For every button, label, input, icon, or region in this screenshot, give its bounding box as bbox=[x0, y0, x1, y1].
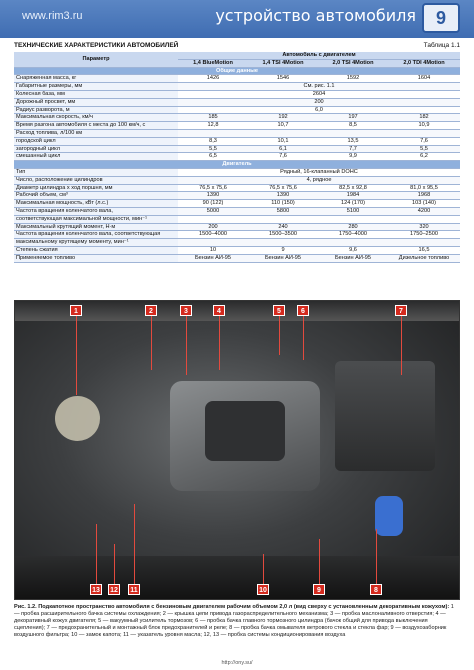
value-cell: 76,5 x 75,6 bbox=[248, 184, 318, 192]
col-engine-4: 2,0 TDI 4Motion bbox=[388, 59, 460, 67]
value-cell: 13,5 bbox=[318, 137, 388, 145]
value-cell: 200 bbox=[178, 98, 460, 106]
value-cell: 240 bbox=[248, 223, 318, 231]
value-cell bbox=[318, 215, 388, 223]
param-cell: максимальному крутящему моменту, мин⁻¹ bbox=[14, 239, 178, 247]
callout-leader bbox=[279, 315, 280, 355]
cowl-panel bbox=[15, 556, 460, 600]
param-cell: Диаметр цилиндра x ход поршня, мм bbox=[14, 184, 178, 192]
value-cell: 182 bbox=[388, 114, 460, 122]
value-cell: 6,0 bbox=[178, 106, 460, 114]
caption-text: 1 — пробка расширительного бачка системы охлаждения; 2 — крышка цепи привода газораспределительного механизма; 3 — пробка маслоналивного отверстия; 4 — декоративный кожух двигателя; 5 — вакуумный усилитель тормозов; 6 — пробка бачка главного тормозного цилиндра (бачок общий для привода выключения сцепления); 7 — предохранительный и монтажный блок предохранителей и реле; 8 — пробка бачка омывателя ветрового стекла и стекла фар; 9 — воздухозаборник воздушного фильтра; 10 — замок капота; 11 — указатель уровня масла; 12, 13 — пробка системы кондиционирования воздуха bbox=[14, 604, 454, 638]
callout-leader bbox=[134, 504, 135, 584]
value-cell bbox=[248, 215, 318, 223]
value-cell: 280 bbox=[318, 223, 388, 231]
value-cell: 4, рядное bbox=[178, 176, 460, 184]
value-cell: 5,5 bbox=[178, 145, 248, 153]
param-cell: Снаряженная масса, кг bbox=[14, 75, 178, 83]
param-cell: Максимальный крутящий момент, Н·м bbox=[14, 223, 178, 231]
callout-leader bbox=[376, 529, 377, 584]
table-row bbox=[14, 207, 460, 215]
value-cell: 1984 bbox=[318, 192, 388, 200]
value-cell: Дизельное топливо bbox=[388, 254, 460, 262]
callout-marker: 8 bbox=[370, 584, 382, 595]
value-cell: 1500–3500 bbox=[248, 231, 318, 239]
callout-marker: 9 bbox=[313, 584, 325, 595]
param-cell: соответствующая максимальной мощности, мин⁻¹ bbox=[14, 215, 178, 223]
value-cell: 8,3 bbox=[178, 137, 248, 145]
value-cell: 10,7 bbox=[248, 122, 318, 130]
table-title: ТЕХНИЧЕСКИЕ ХАРАКТЕРИСТИКИ АВТОМОБИЛЕЙ bbox=[14, 42, 179, 49]
value-cell: 1390 bbox=[248, 192, 318, 200]
figure-caption bbox=[14, 604, 460, 639]
callout-marker: 2 bbox=[145, 305, 157, 316]
washer-reservoir bbox=[375, 496, 403, 536]
value-cell: 16,5 bbox=[388, 246, 460, 254]
section-label: Общие данные bbox=[14, 67, 460, 75]
table-row bbox=[14, 90, 460, 98]
engine-cover bbox=[205, 401, 285, 461]
table-row bbox=[14, 231, 460, 239]
table-row bbox=[14, 98, 460, 106]
param-cell: Степень сжатия bbox=[14, 246, 178, 254]
table-row bbox=[14, 145, 460, 153]
value-cell: 7,6 bbox=[388, 137, 460, 145]
value-cell: 103 (140) bbox=[388, 200, 460, 208]
value-cell: 10,9 bbox=[388, 122, 460, 130]
value-cell: 7,6 bbox=[248, 153, 318, 161]
value-cell: См. рис. 1.1 bbox=[178, 83, 460, 91]
value-cell: 81,0 x 95,5 bbox=[388, 184, 460, 192]
table-row bbox=[14, 254, 460, 262]
callout-leader bbox=[263, 554, 264, 584]
value-cell bbox=[178, 239, 248, 247]
table-row bbox=[14, 239, 460, 247]
value-cell bbox=[248, 239, 318, 247]
param-cell: Частота вращения коленчатого вала, bbox=[14, 207, 178, 215]
coolant-reservoir bbox=[55, 396, 100, 441]
value-cell bbox=[318, 129, 388, 137]
value-cell: Рядный, 16-клапанный DOHC bbox=[178, 168, 460, 176]
value-cell: 6,1 bbox=[248, 145, 318, 153]
callout-leader bbox=[114, 544, 115, 584]
site-url[interactable]: www.rim3.ru bbox=[22, 10, 83, 22]
callout-leader bbox=[151, 315, 152, 370]
param-cell: Дорожный просвет, мм bbox=[14, 98, 178, 106]
param-cell: Колесная база, мм bbox=[14, 90, 178, 98]
value-cell: 6,2 bbox=[388, 153, 460, 161]
param-cell: Частота вращения коленчатого вала, соответствующая bbox=[14, 231, 178, 239]
value-cell: 200 bbox=[178, 223, 248, 231]
table-row bbox=[14, 246, 460, 254]
param-cell: Тип bbox=[14, 168, 178, 176]
footer-url[interactable]: http://ony.su/ bbox=[221, 660, 253, 666]
col-param-header: Параметр bbox=[14, 52, 178, 67]
param-cell: Рабочий объем, см³ bbox=[14, 192, 178, 200]
value-cell bbox=[248, 129, 318, 137]
col-group-header: Автомобиль с двигателем bbox=[178, 52, 460, 59]
value-cell: 10 bbox=[178, 246, 248, 254]
param-cell: городской цикл bbox=[14, 137, 178, 145]
value-cell: 320 bbox=[388, 223, 460, 231]
table-row bbox=[14, 168, 460, 176]
section-label: Двигатель bbox=[14, 161, 460, 169]
value-cell: 185 bbox=[178, 114, 248, 122]
table-row bbox=[14, 137, 460, 145]
value-cell: 1750–4000 bbox=[318, 231, 388, 239]
callout-marker: 12 bbox=[108, 584, 120, 595]
value-cell: 1604 bbox=[388, 75, 460, 83]
table-row bbox=[14, 192, 460, 200]
value-cell: 6,5 bbox=[178, 153, 248, 161]
param-cell: Габаритные размеры, мм bbox=[14, 83, 178, 91]
param-cell: Применяемое топливо bbox=[14, 254, 178, 262]
callout-marker: 1 bbox=[70, 305, 82, 316]
section-row bbox=[14, 161, 460, 169]
value-cell bbox=[318, 239, 388, 247]
value-cell: 110 (150) bbox=[248, 200, 318, 208]
value-cell: 1592 bbox=[318, 75, 388, 83]
callout-leader bbox=[303, 315, 304, 360]
page-number: 9 bbox=[422, 3, 460, 33]
col-engine-2: 1,4 TSI 4Motion bbox=[248, 59, 318, 67]
table-heading bbox=[14, 42, 460, 49]
value-cell: 5,5 bbox=[388, 145, 460, 153]
callout-marker: 5 bbox=[273, 305, 285, 316]
value-cell: 7,7 bbox=[318, 145, 388, 153]
value-cell: 1546 bbox=[248, 75, 318, 83]
callout-marker: 11 bbox=[128, 584, 140, 595]
table-row bbox=[14, 83, 460, 91]
value-cell: 8,5 bbox=[318, 122, 388, 130]
callout-marker: 13 bbox=[90, 584, 102, 595]
value-cell: Бензин АИ-95 bbox=[178, 254, 248, 262]
section-title: устройство автомобиля bbox=[215, 6, 416, 25]
value-cell: 10,1 bbox=[248, 137, 318, 145]
page-header bbox=[0, 0, 474, 38]
table-row bbox=[14, 75, 460, 83]
param-cell: Радиус разворота, м bbox=[14, 106, 178, 114]
value-cell: 2604 bbox=[178, 90, 460, 98]
value-cell: Бензин АИ-95 bbox=[248, 254, 318, 262]
callout-marker: 4 bbox=[213, 305, 225, 316]
value-cell: Бензин АИ-95 bbox=[318, 254, 388, 262]
value-cell bbox=[388, 129, 460, 137]
param-cell: Максимальная скорость, км/ч bbox=[14, 114, 178, 122]
param-cell: Расход топлива, л/100 км bbox=[14, 129, 178, 137]
table-row bbox=[14, 114, 460, 122]
callout-marker: 6 bbox=[297, 305, 309, 316]
value-cell: 4200 bbox=[388, 207, 460, 215]
table-row bbox=[14, 200, 460, 208]
value-cell: 192 bbox=[248, 114, 318, 122]
value-cell: 1968 bbox=[388, 192, 460, 200]
param-cell: загородный цикл bbox=[14, 145, 178, 153]
table-row bbox=[14, 176, 460, 184]
col-engine-3: 2,0 TSI 4Motion bbox=[318, 59, 388, 67]
value-cell: 9,6 bbox=[318, 246, 388, 254]
callout-leader bbox=[186, 315, 187, 375]
param-cell: Максимальная мощность, кВт (л.с.) bbox=[14, 200, 178, 208]
table-row bbox=[14, 184, 460, 192]
callout-leader bbox=[319, 539, 320, 584]
table-row bbox=[14, 122, 460, 130]
value-cell bbox=[178, 215, 248, 223]
callout-leader bbox=[76, 315, 77, 395]
value-cell: 197 bbox=[318, 114, 388, 122]
table-row bbox=[14, 215, 460, 223]
table-row bbox=[14, 106, 460, 114]
value-cell: 5800 bbox=[248, 207, 318, 215]
value-cell: 1426 bbox=[178, 75, 248, 83]
table-row bbox=[14, 223, 460, 231]
value-cell: 124 (170) bbox=[318, 200, 388, 208]
value-cell: 1750–2500 bbox=[388, 231, 460, 239]
param-cell: Число, расположение цилиндров bbox=[14, 176, 178, 184]
callout-marker: 10 bbox=[257, 584, 269, 595]
value-cell: 1390 bbox=[178, 192, 248, 200]
callout-marker: 3 bbox=[180, 305, 192, 316]
callout-leader bbox=[401, 315, 402, 375]
value-cell: 1500–4000 bbox=[178, 231, 248, 239]
param-cell: Время разгона автомобиля с места до 100 км/ч, с bbox=[14, 122, 178, 130]
callout-marker: 7 bbox=[395, 305, 407, 316]
value-cell: 9,9 bbox=[318, 153, 388, 161]
spec-table bbox=[14, 52, 460, 263]
value-cell bbox=[388, 239, 460, 247]
value-cell: 12,8 bbox=[178, 122, 248, 130]
value-cell: 76,5 x 75,6 bbox=[178, 184, 248, 192]
value-cell: 90 (122) bbox=[178, 200, 248, 208]
table-row bbox=[14, 153, 460, 161]
callout-leader bbox=[96, 524, 97, 584]
callout-leader bbox=[219, 315, 220, 370]
engine-bay-photo bbox=[14, 300, 460, 600]
table-number: Таблица 1.1 bbox=[423, 42, 460, 49]
table-row bbox=[14, 129, 460, 137]
fuse-box bbox=[335, 361, 435, 471]
section-row bbox=[14, 67, 460, 75]
col-engine-1: 1,4 BlueMotion bbox=[178, 59, 248, 67]
value-cell: 9 bbox=[248, 246, 318, 254]
param-cell: смешанный цикл bbox=[14, 153, 178, 161]
value-cell: 5100 bbox=[318, 207, 388, 215]
value-cell: 5000 bbox=[178, 207, 248, 215]
value-cell bbox=[388, 215, 460, 223]
value-cell: 82,5 x 92,8 bbox=[318, 184, 388, 192]
value-cell bbox=[178, 129, 248, 137]
caption-lead: Рис. 1.2. Подкапотное пространство автомобиля с бензиновым двигателем рабочим объемом 2,0 л (вид сверху с установленным декоративным кожухом): bbox=[14, 604, 450, 610]
